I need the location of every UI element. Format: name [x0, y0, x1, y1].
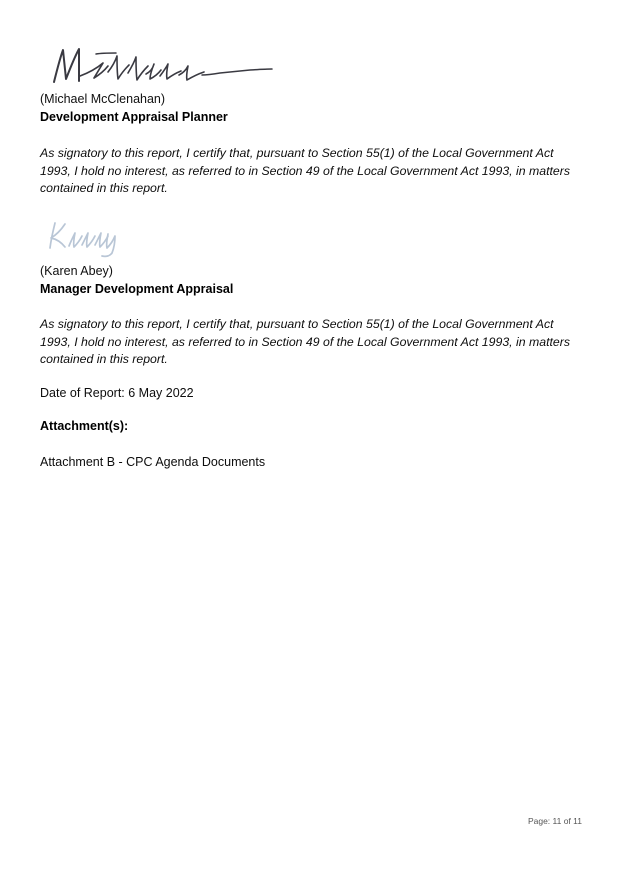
signature-image-michael-mcclenahan: [40, 42, 280, 88]
page-number-footer: Page: 11 of 11: [527, 816, 582, 826]
signatory-title-karen-abey: Manager Development Appraisal: [40, 282, 234, 296]
attachment-item: Attachment B - CPC Agenda Documents: [40, 455, 266, 469]
signatory-name-michael-mcclenahan: (Michael McClenahan): [40, 92, 166, 106]
signatory-title-michael-mcclenahan: Development Appraisal Planner: [40, 110, 228, 124]
certification-statement-michael-mcclenahan: As signatory to this report, I certify that, pursuant to Section 55(1) of the Local Government Act 1993, I hold no interest, as referred to in Section 49 of the Local Government Act 1993, in matters contained in this report.: [40, 146, 570, 196]
signatory-name-karen-abey: (Karen Abey): [40, 264, 113, 278]
karen-abey-signature-icon: [40, 218, 160, 264]
certification-statement-karen-abey: As signatory to this report, I certify that, pursuant to Section 55(1) of the Local Government Act 1993, I hold no interest, as referred to in Section 49 of the Local Government Act 1993, in matters contained in this report.: [40, 317, 570, 367]
date-of-report: Date of Report: 6 May 2022: [40, 386, 194, 400]
attachments-heading: Attachment(s):: [40, 419, 129, 433]
michael-mcclenahan-signature-icon: [40, 42, 280, 88]
signature-image-karen-abey: [40, 218, 160, 264]
